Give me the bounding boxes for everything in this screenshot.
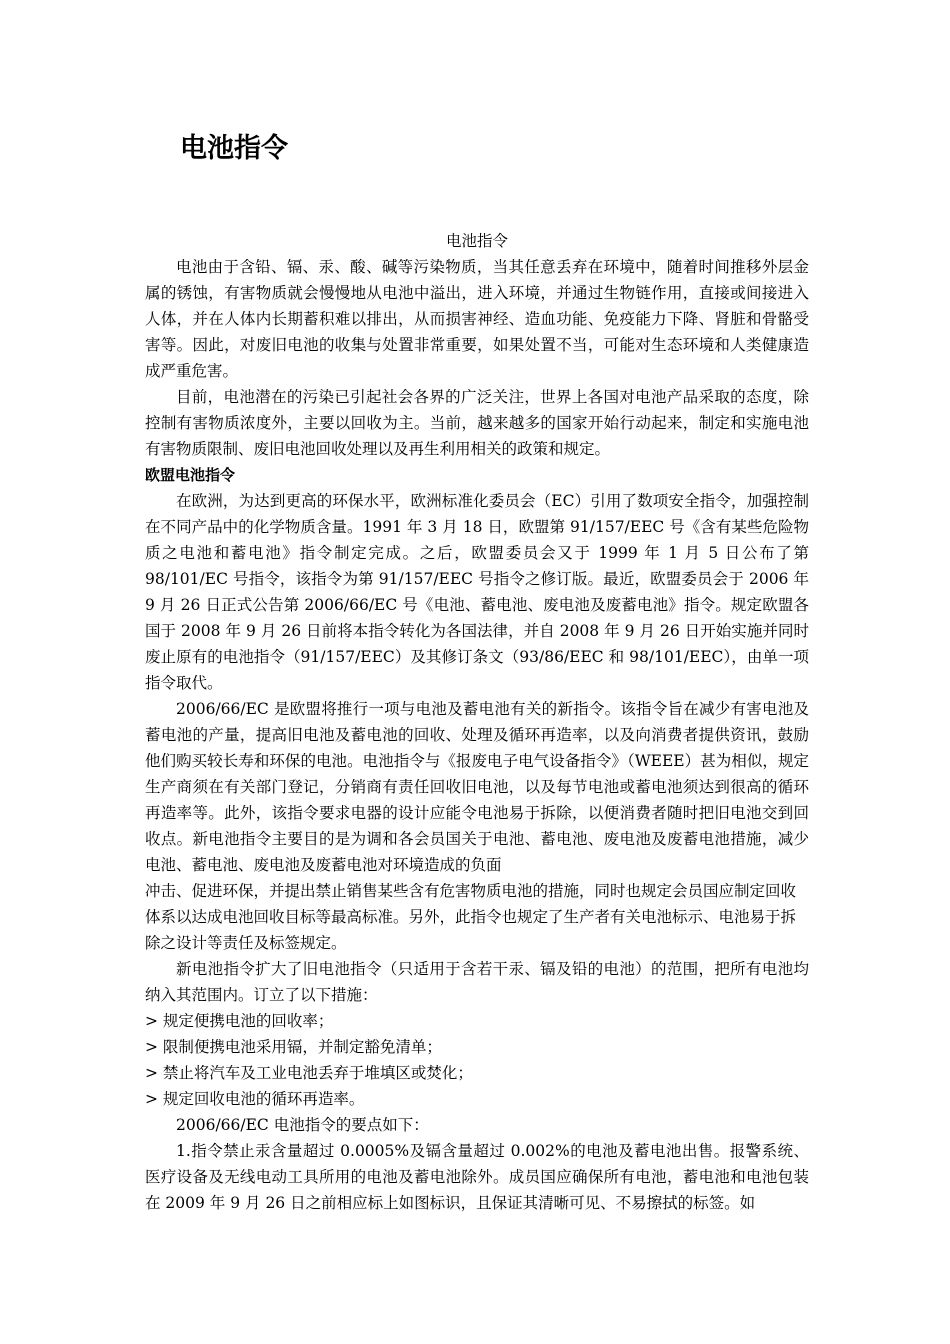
key-point-item: 1.指令禁止汞含量超过 0.0005%及镉含量超过 0.002%的电池及蓄电池出售。报警系统、医疗设备及无线电动工具所用的电池及蓄电池除外。成员国应确保所有电池，蓄电池和电池包装在 2009 年 9 月 26 日之前相应标上如图标识，且保证其清晰可见、不易擦拭的标签。如	[145, 1142, 809, 1212]
measure-item: > 禁止将汽车及工业电池丢弃于堆填区或焚化；	[145, 1064, 473, 1082]
section-paragraph: 新电池指令扩大了旧电池指令（只适用于含若干汞、镉及铅的电池）的范围，把所有电池均纳入其范围内。订立了以下措施：	[145, 960, 809, 1004]
subtitle: 电池指令	[445, 232, 508, 250]
document-body	[145, 228, 809, 1216]
section-paragraph-continued: 冲击、促进环保，并提出禁止销售某些含有危害物质电池的措施，同时也规定会员国应制定回收体系以达成电池回收目标等最高标准。另外，此指令也规定了生产者有关电池标示、电池易于拆除之设计等责任及标签规定。	[145, 882, 797, 952]
section-heading: 欧盟电池指令	[145, 466, 236, 484]
document-title: 电池指令	[180, 133, 288, 164]
section-paragraph: 在欧洲，为达到更高的环保水平，欧洲标准化委员会（EC）引用了数项安全指令，加强控制在不同产品中的化学物质含量。1991 年 3 月 18 日，欧盟第 91/157/EEC 号《含有某些危险物质之电池和蓄电池》指令制定完成。之后，欧盟委员会又于 1999 年 1 月 5 日公布了第 98/101/EC 号指令，该指令为第 91/157/EEC 号指令之修订版。最近，欧盟委员会于 2006 年 9 月 26 日正式公告第 2006/66/EC 号《电池、蓄电池、废电池及废蓄电池》指令。规定欧盟各国于 2008 年 9 月 26 日前将本指令转化为各国法律，并自 2008 年 9 月 26 日开始实施并同时废止原有的电池指令（91/157/EEC）及其修订条文（93/86/EEC 和 98/101/EEC），由单一项指令取代。	[145, 492, 809, 692]
section-paragraph: 2006/66/EC 是欧盟将推行一项与电池及蓄电池有关的新指令。该指令旨在减少有害电池及蓄电池的产量，提高旧电池及蓄电池的回收、处理及循环再造率，以及向消费者提供资讯，鼓励他们购买较长寿和环保的电池。电池指令与《报废电子电气设备指令》（WEEE）甚为相似，规定生产商须在有关部门登记，分销商有责任回收旧电池，以及每节电池或蓄电池须达到很高的循环再造率等。此外，该指令要求电器的设计应能令电池易于拆除，以便消费者随时把旧电池交到回收点。新电池指令主要目的是为调和各会员国关于电池、蓄电池、废电池及废蓄电池措施，减少电池、蓄电池、废电池及废蓄电池对环境造成的负面	[145, 700, 809, 874]
intro-paragraph: 电池由于含铅、镉、汞、酸、碱等污染物质，当其任意丢弃在环境中，随着时间推移外层金属的锈蚀，有害物质就会慢慢地从电池中溢出，进入环境，并通过生物链作用，直接或间接进入人体，并在人体内长期蓄积难以排出，从而损害神经、造血功能、免疫能力下降、肾脏和骨骼受害等。因此，对废旧电池的收集与处置非常重要，如果处置不当，可能对生态环境和人类健康造成严重危害。	[145, 258, 809, 380]
measure-item: > 规定便携电池的回收率；	[145, 1012, 334, 1030]
key-points-intro: 2006/66/EC 电池指令的要点如下：	[176, 1116, 429, 1134]
intro-paragraph: 目前，电池潜在的污染已引起社会各界的广泛关注，世界上各国对电池产品采取的态度，除控制有害物质浓度外，主要以回收为主。当前，越来越多的国家开始行动起来，制定和实施电池有害物质限制、废旧电池回收处理以及再生利用相关的政策和规定。	[145, 388, 809, 458]
measure-item: > 限制便携电池采用镉，并制定豁免清单；	[145, 1038, 442, 1056]
measure-item: > 规定回收电池的循环再造率。	[145, 1090, 365, 1108]
